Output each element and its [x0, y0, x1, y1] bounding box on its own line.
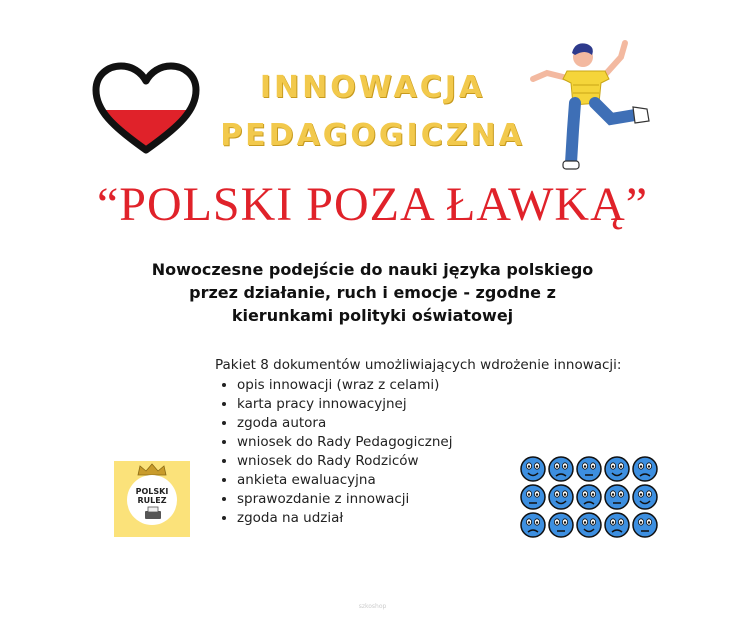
smiley-face-icon: [577, 457, 601, 481]
package-intro: Pakiet 8 dokumentów umożliwiających wdrożenie innowacji:: [215, 357, 622, 373]
smiley-face-icon: [549, 457, 573, 481]
smiley-face-icon: [605, 513, 629, 537]
list-item: • wniosek do Rady Rodziców: [237, 453, 621, 470]
smiley-face-icon: [577, 513, 601, 537]
smiley-face-icon: [605, 485, 629, 509]
smiley-face-icon: [633, 485, 657, 509]
smiley-face-icon: [605, 457, 629, 481]
typewriter-icon: [143, 506, 163, 520]
polski-rulez-logo: [114, 461, 190, 537]
list-item: • ankieta ewaluacyjna: [237, 472, 621, 489]
smiley-face-icon: [549, 513, 573, 537]
list-item: • zgoda autora: [237, 415, 621, 432]
watermark: szkoshop: [358, 603, 387, 610]
logo-text-line1: POLSKI: [135, 487, 169, 496]
list-item: • opis innowacji (wraz z celami): [237, 377, 621, 394]
list-item: • karta pracy innowacyjnej: [237, 396, 621, 413]
smiley-face-icon: [577, 485, 601, 509]
logo-circle: [127, 475, 177, 525]
list-item: • wniosek do Rady Pedagogicznej: [237, 434, 621, 451]
title-line-1: INNOWACJA: [259, 70, 486, 105]
title-line-2: PEDAGOGICZNA: [220, 118, 525, 153]
smiley-face-icon: [521, 513, 545, 537]
logo-text-line2: RULEZ: [137, 496, 167, 505]
smiley-faces-icon: [519, 455, 659, 539]
smiley-face-icon: [549, 485, 573, 509]
headline: “POLSKI POZA ŁAWKĄ”: [96, 178, 649, 231]
smiley-face-icon: [633, 457, 657, 481]
subtitle: Nowoczesne podejście do nauki języka polskiego przez działanie, ruch i emocje - zgodne z kierunkami polityki oświatowej: [151, 260, 594, 325]
list-item: • zgoda na udział: [237, 510, 621, 527]
smiley-face-icon: [521, 485, 545, 509]
dancing-boy-illustration: [525, 35, 660, 175]
smiley-face-icon: [521, 457, 545, 481]
list-item: • sprawozdanie z innowacji: [237, 491, 621, 508]
smiley-face-icon: [633, 513, 657, 537]
